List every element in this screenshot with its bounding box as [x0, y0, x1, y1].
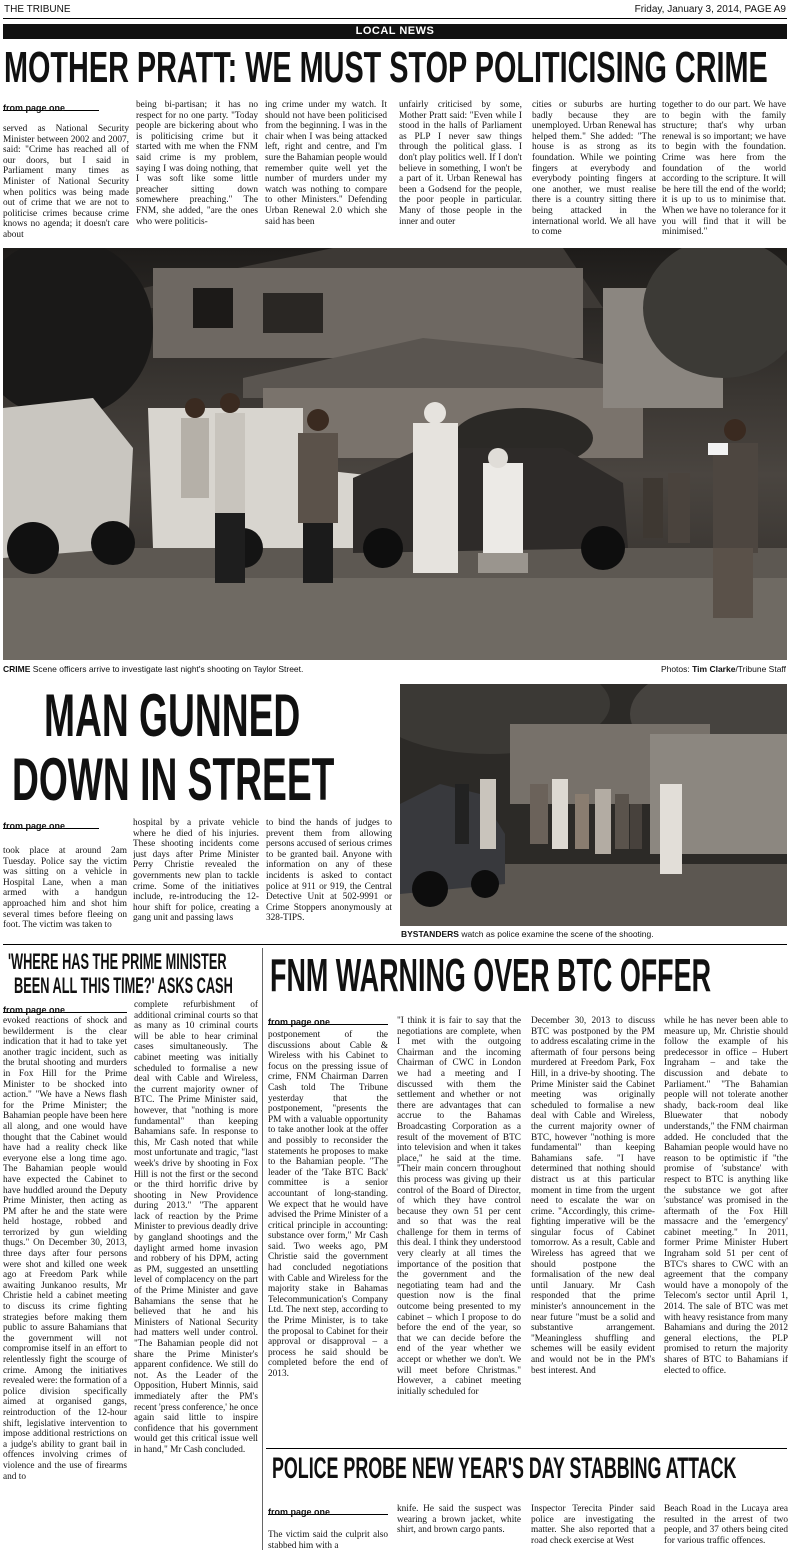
paper-name: THE TRIBUNE [4, 4, 71, 15]
photo1-credit-name: Tim Clarke [692, 664, 736, 674]
story3-headline-line1: 'WHERE HAS THE PRIME MINISTER [8, 949, 227, 974]
photo1-credit [661, 664, 786, 674]
story1-col-4: unfairly criticised by some, Mother Pratt said: "Even while I stood in the halls of Parliament as PLP I never saw things through the political glass. I don't play politics well. If I don't believe in something, I won't be a part of it. Urban Renewal has been a Godsend for the people, the poor people in particular. Many of those people in the inner and outer [399, 100, 522, 227]
story5-top-rule [266, 1448, 787, 1449]
story2-headline-line1: MAN GUNNED [44, 682, 301, 749]
section-divider [3, 944, 787, 945]
story5-from: from page one [268, 1507, 331, 1517]
story5-headline: POLICE PROBE NEW YEAR'S DAY STABBING ATTACK [272, 1452, 737, 1485]
story1-col-6: together to do our part. We have to begin with the family structure; that's why urban renewal is so important; we have to begin with the foundation. Crime was here from the foundation of the world according to the scripture. It will be here till the end of the world; it is up to us to minimise that. When we have no tolerance for it you will find that it will be minimised." [662, 100, 786, 238]
story4-headline: FNM WARNING OVER BTC OFFER [270, 949, 712, 1001]
story2-col-1: took place at around 2am Tuesday. Police say the victim was sitting on a vehicle in Hospital Lane, when a man armed with a handgun approached him and shot him several times before fleeing on foot. The victim was taken to [3, 846, 127, 931]
story5-from-line [268, 1502, 388, 1515]
story2-headline-line2: DOWN IN STREET [12, 746, 335, 813]
story5-col-1: The victim said the culprit also stabbed him with a [268, 1530, 388, 1551]
photo1-caption [3, 664, 563, 674]
dateline: Friday, January 3, 2014, PAGE A9 [634, 4, 786, 15]
story1-from: from page one [3, 103, 66, 113]
story5-col-4: Beach Road in the Lucaya area resulted in the arrest of two people, and 37 others being cited for various traffic offences. [664, 1504, 788, 1546]
story1-col-3: ing crime under my watch. It should not have been politicised from the beginning. I was in the chair when I was being attacked left, right and centre, and I'm sure the Bahamian people would remember quite well yet the number of murders under my watch was nothing to compare to other Ministers." Defending Urban Renewal 2.0 which she said has been [265, 100, 387, 227]
story3-from: from page one [3, 1005, 66, 1015]
story1-col-5: cities or suburbs are hurting badly because they are unemployed. Urban Renewal has helped them." She added: "The house is as strong as its foundation. While we pointing fingers at everybody and everybody pointing fingers at one another, we must realise there is a country sitting there being attacked in the international world. We all have to come [532, 100, 656, 238]
column-divider [262, 948, 263, 1550]
crime-scene-photo [3, 248, 787, 660]
photo1-caption-text: Scene officers arrive to investigate last night's shooting on Taylor Street. [32, 664, 304, 674]
story5-col-3: Inspector Terecita Pinder said police are investigating the matter. She also reported that a road check exercise at West [531, 1504, 655, 1546]
story1-from-line [3, 98, 99, 111]
story2-from-line [3, 816, 99, 829]
story1-col-1: served as National Security Minister between 2002 and 2007, said: "Crime has reached all of our doors, but I said in Parliament many times as Minister of National Security when politics was being made out of crime that we are not to politicise crimes because crime knows no agenda; it doesn't care about [3, 124, 129, 240]
story4-from: from page one [268, 1017, 331, 1027]
story1-headline: MOTHER PRATT: WE MUST STOP POLITICISING CRIME [4, 43, 768, 92]
story4-col-4: while he has never been able to measure up, Mr. Christie should follow the example of his predecessor in office – Hubert Ingraham – and take the discussion and debate to Parliament." "The Bahamian people will not tolerate another shady, back-room deal like Bluewater that nobody understands," the FNM chairman added. He concluded that the Bahamian people would have no reason to be optimistic if "the promise of 'substance' with respect to BTC is anything like the substance we got after 'substance' was promised in the aftermath of the Fox Hill massacre and the 'emergency' cabinet meeting." In 2011, former Prime Minister Hubert Ingraham sold 51 per cent of BTC's shares to CWC with an agreement that the company would have a monopoly of the Telecom's sector until April 1, 2014. The sale of BTC was met with heavy resistance from many Bahamians and during the 2012 general elections, the PLP promised to return the majority shares of BTC to Bahamians if elected to office. [664, 1016, 788, 1376]
story2-from: from page one [3, 821, 66, 831]
bystanders-photo [400, 684, 787, 926]
photo1-credit-suffix: /Tribune Staff [735, 664, 786, 674]
photo2-caption [401, 929, 787, 939]
story4-col-1: postponement of the discussions about Cable & Wireless with his Cabinet to focus on the pressing issue of crime, FNM Chairman Darren Cash told The Tribune yesterday that the postponement, "presents the PM with a valuable opportunity to take another look at the offer and possibly to reconsider the statements he proposes to make to the Bahamian people. "The leader of the 'Take BTC Back' committee is a senior accountant of long-standing. We expect that he would have advised the Prime Minister of a critical principle in accounting: substance over form," Mr Cash said. Two weeks ago, PM Christie said the government had concluded negotiations with Cable and Wireless for the majority stake in Bahamas Telecommunication's Company Ltd. The next step, according to the Prime Minister, is to take the proposal to Cabinet for their approval or disapproval – a process he said should be completed before the end of 2013. [268, 1030, 388, 1379]
story3-from-line [3, 1000, 127, 1013]
photo1-caption-label: CRIME [3, 664, 31, 674]
story4-col-2: "I think it is fair to say that the negotiations are complete, when I met with the outgoing Chairman and the incoming Chairman of CWC in London we had a meeting and I discussed with them the settlement and whether or not there are advantages that can accrue to the Bahamas Broadcasting Corporation as a result of the movement of BTC into television and when it takes place," he said at the time. "Their main concern throughout this process was giving up their control of the Board of Director, of which they have control because they own 51 per cent and so that was the real challenge for them in terms of this deal. I think they understood very clearly at all times the importance of the position that the government and the negotiating team had and the question now is the final outcome being presented to my cabinet – which I propose to do before the end of the year, so that we can decide before the end of the year whether we accept or whether we don't. We will meet before Christmas." However, a cabinet meeting initially scheduled for [397, 1016, 521, 1397]
story3-col-2: complete refurbishment of additional criminal courts so that as many as 10 criminal courts will be able to hear criminal cases simultaneously. The cabinet meeting was initially scheduled to formalise a new deal with Cable and Wireless, the current majority owner of BTC. The Prime Minister said, however, that "nothing is more fundamental" than keeping Bahamians safe. In response to this, Mr Cash noted that while most unfortunate and tragic, "last week's drive by shooting in Fox Hill is not the first or the second or the third horrific drive by shooting in New Providence during 2013." "The apparent lack of reaction by the Prime Minister to previous deadly drive by gangland shootings and the daylight armed home invasion and robbery of his DPM, acting as PM, suggested an unsettling level of complacency on the part of the Prime Minister and gave Bahamians the sense that he believed that he and his Ministers of National Security had matters well under control. "The Bahamian people did not share the Prime Minister's apparent confidence. We still do not. As the Leader of the Opposition, Hubert Minnis, said immediately after the PM's recent 'press conference,' he once again said little to inspire confidence that his government would get this critical issue well in hand," Mr Cash concluded. [134, 1000, 258, 1455]
story3-col-1: evoked reactions of shock and bewilderment is the clear indication that it had to take yet another tragic incident, such as the brutal shooting and murders in Fox Hill for the Prime Minister to be shocked into action." "We have a News flash for the Prime Minister; the Bahamian people have been here all along, and one would have thought that the Cabinet would have had a reality check like everyone else a long time ago. The Bahamian people would have expected the Cabinet to have huddled around the Deputy Prime Minister, then acting as PM after he and the state were held hostage, robbed and terrorized by gun wielding thugs." On December 30, 2013, three days after four persons were shot and killed one week ago at Freedom Park while awaiting Junkanoo results, Mr Christie held a cabinet meeting to discuss its crime fighting strategies before making them public to assure Bahamians that the government will not compromise itself in an effort to relentlessly fight the scourge of crime. Among the initiatives revealed were: the formation of a police division specifically aimed at organised gangs, reintroduction of the 12-hour shift, legislative intervention to impose additional restrictions on a judge's ability to grant bail in offences involving crimes of violence and the use of firearms and to [3, 1016, 127, 1482]
photo2-caption-text: watch as police examine the scene of the shooting. [461, 929, 654, 939]
story2-col-3: to bind the hands of judges to prevent them from allowing persons accused of serious crimes to be granted bail. Anyone with information on any of these incidents is asked to contact police at 911 or 919, the Central Detective Unit at 502-9991 or Crime Stoppers anonymously at 328-TIPS. [266, 818, 392, 924]
story2-col-2: hospital by a private vehicle where he died of his injuries. These shooting incidents come just days after Prime Minister Perry Christie revealed the governments new plan to tackle crime. Some of the initiatives include, re-introducing the 12-hour shift for police, creating a gang unit and passing laws [133, 818, 259, 924]
photo2-caption-label: BYSTANDERS [401, 929, 459, 939]
story5-col-2: knife. He said the suspect was wearing a brown jacket, white shirt, and brown cargo pants. [397, 1504, 521, 1536]
story4-from-line [268, 1012, 388, 1025]
masthead-rule [3, 18, 787, 19]
photo1-credit-prefix: Photos: [660, 664, 693, 674]
story1-col-2: being bi-partisan; it has no respect for no one party. "Today people are bickering about who is politicising crime but it started with me when the FNM said crime is my problem, saying I was doing nothing, that I was soft like some little preacher sitting down somewhere preaching." The FNM, she added, "are the ones who were politicis- [136, 100, 258, 227]
section-banner: LOCAL NEWS [3, 24, 787, 39]
story4-col-3: December 30, 2013 to discuss BTC was postponed by the PM to address escalating crime in the aftermath of four persons being murdered at Freedom Park, Fox Hill, in a drive-by shooting. The Prime Minister said the Cabinet meeting was originally scheduled to formalise a new deal with Cable and Wireless, the current majority owner of BTC, however "nothing is more fundamental" than keeping Bahamians safe. "I have determined that nothing should distract us at this particular moment in time from the urgent need to escalate the war on crime. "Accordingly, this crime-fighting imperative will be the singular focus of Cabinet tomorrow. As a result, Cable and Wireless has agreed that we should postpone the formalisation of the new deal until January. Mr Cash responded that the prime minister's announcement in the near future "must be a solid and substantive arrangement. "Meaningless shuffling and schemes will be easily evident and would not be in the PM's best interest. And [531, 1016, 655, 1376]
story3-headline-line2: BEEN ALL THIS TIME?' ASKS CASH [14, 973, 233, 998]
